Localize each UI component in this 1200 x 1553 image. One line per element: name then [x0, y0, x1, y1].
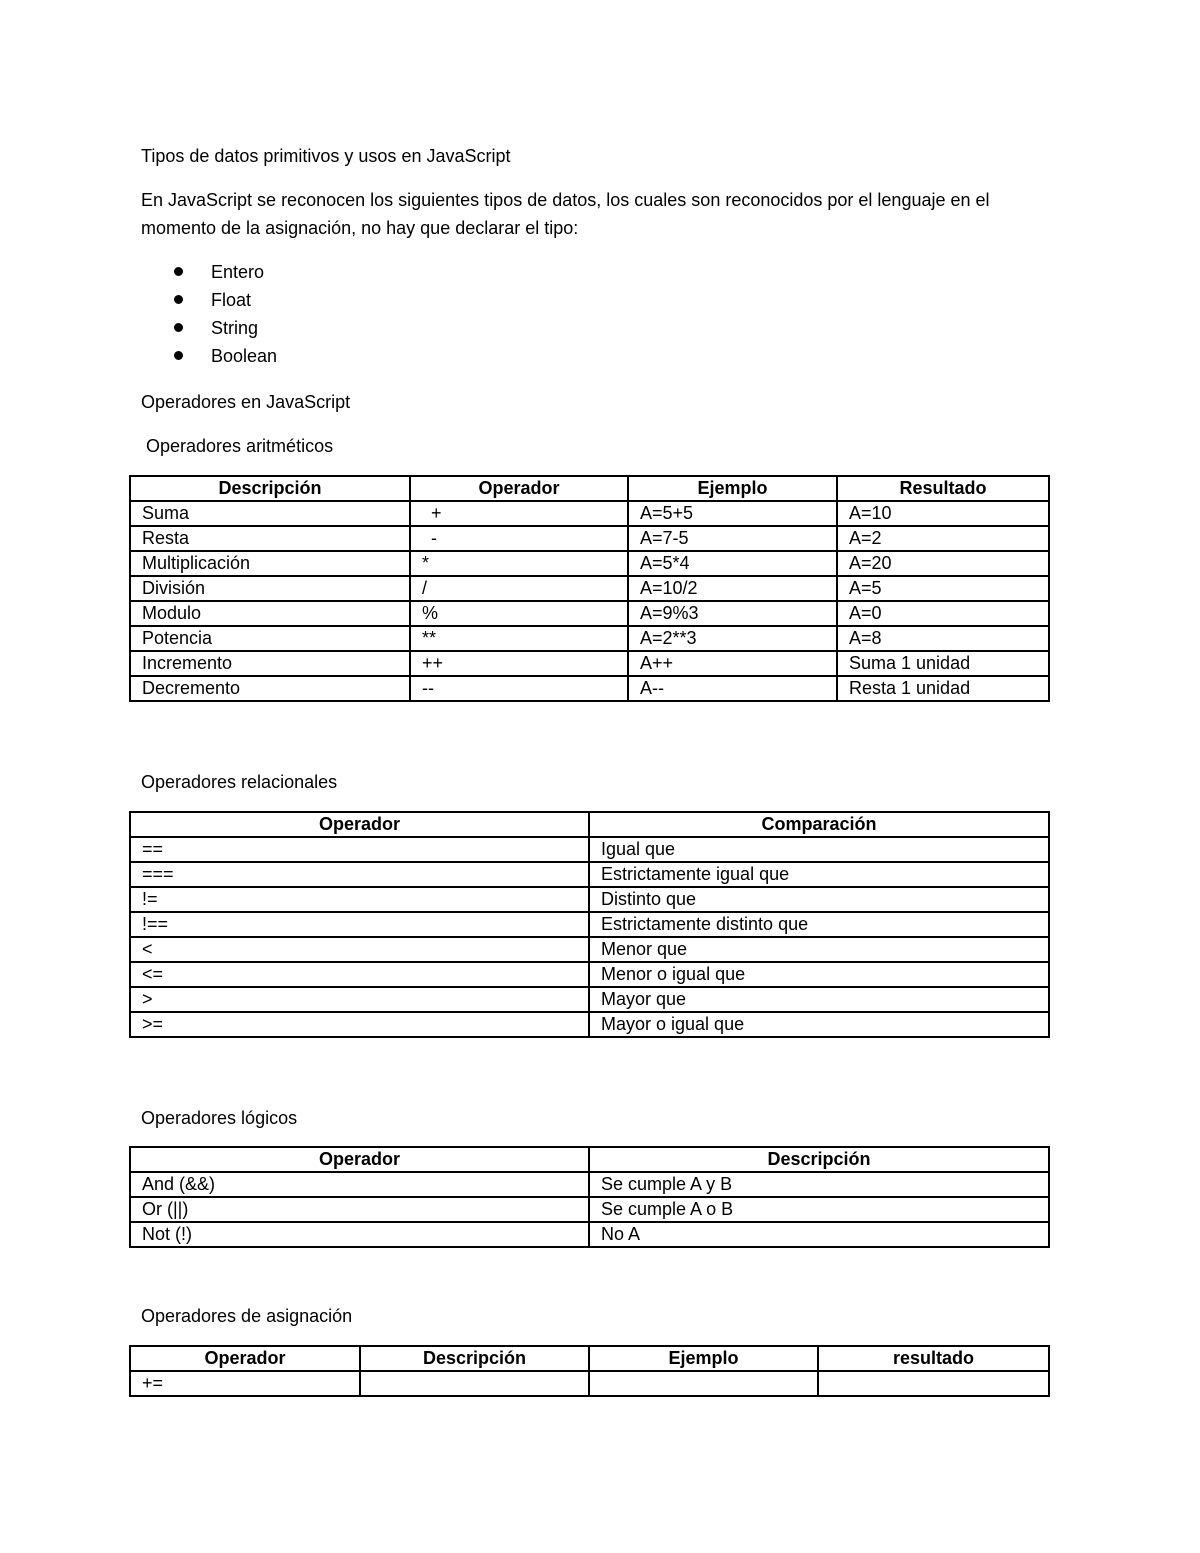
- column-header: Resultado: [837, 476, 1049, 501]
- table-cell: >=: [130, 1012, 589, 1037]
- table-cell: Se cumple A o B: [589, 1197, 1049, 1222]
- table-cell: Mayor o igual que: [589, 1012, 1049, 1037]
- table-cell: -: [410, 526, 628, 551]
- table-cell: %: [410, 601, 628, 626]
- arithmetic-heading: Operadores aritméticos: [146, 436, 334, 456]
- table-cell: <=: [130, 962, 589, 987]
- table-cell: Menor o igual que: [589, 962, 1049, 987]
- list-item: Boolean: [141, 342, 277, 370]
- logical-operators-table: [129, 1146, 1050, 1248]
- table-cell: !=: [130, 887, 589, 912]
- table-row: [130, 837, 1049, 862]
- table-cell: Decremento: [130, 676, 410, 701]
- table-cell: A=2**3: [628, 626, 837, 651]
- table-cell: A=0: [837, 601, 1049, 626]
- table-cell: [589, 1371, 818, 1396]
- table-row: [130, 1172, 1049, 1197]
- table-cell: No A: [589, 1222, 1049, 1247]
- table-cell: Resta 1 unidad: [837, 676, 1049, 701]
- bullet-icon: [174, 351, 183, 360]
- column-header: Descripción: [360, 1346, 589, 1371]
- table-header-row: [130, 476, 1049, 501]
- table-cell: **: [410, 626, 628, 651]
- table-cell: Multiplicación: [130, 551, 410, 576]
- table-cell: Estrictamente igual que: [589, 862, 1049, 887]
- table-cell: +=: [130, 1371, 360, 1396]
- table-cell: A++: [628, 651, 837, 676]
- table-row: [130, 912, 1049, 937]
- column-header: Operador: [410, 476, 628, 501]
- intro-paragraph: En JavaScript se reconocen los siguientes tipos de datos, los cuales son reconocidos por el lenguaje en el momento de la asignación, no hay que declarar el tipo:: [141, 190, 990, 238]
- assignment-operators-table: [129, 1345, 1050, 1397]
- table-cell: ==: [130, 837, 589, 862]
- table-row: [130, 651, 1049, 676]
- list-item: String: [141, 314, 277, 342]
- bullet-icon: [174, 323, 183, 332]
- column-header: resultado: [818, 1346, 1049, 1371]
- table-cell: Or (||): [130, 1197, 589, 1222]
- table-cell: Igual que: [589, 837, 1049, 862]
- table-row: [130, 862, 1049, 887]
- data-types-list: [141, 258, 277, 370]
- table-cell: A=5: [837, 576, 1049, 601]
- table-cell: Mayor que: [589, 987, 1049, 1012]
- table-cell: Modulo: [130, 601, 410, 626]
- table-row: [130, 937, 1049, 962]
- table-cell: ===: [130, 862, 589, 887]
- arithmetic-operators-table: [129, 475, 1050, 702]
- table-cell: [818, 1371, 1049, 1396]
- table-cell: Resta: [130, 526, 410, 551]
- table-cell: ++: [410, 651, 628, 676]
- table-cell: A=10: [837, 501, 1049, 526]
- table-cell: <: [130, 937, 589, 962]
- table-row: [130, 887, 1049, 912]
- logical-heading: Operadores lógicos: [141, 1108, 298, 1128]
- table-cell: A=8: [837, 626, 1049, 651]
- relational-operators-table: [129, 811, 1050, 1038]
- table-cell: A=2: [837, 526, 1049, 551]
- table-cell: Distinto que: [589, 887, 1049, 912]
- bullet-icon: [174, 267, 183, 276]
- table-row: [130, 1222, 1049, 1247]
- table-row: [130, 501, 1049, 526]
- table-cell: Potencia: [130, 626, 410, 651]
- table-cell: /: [410, 576, 628, 601]
- table-row: [130, 526, 1049, 551]
- table-cell: Not (!): [130, 1222, 589, 1247]
- table-cell: *: [410, 551, 628, 576]
- table-row: [130, 626, 1049, 651]
- table-row: [130, 576, 1049, 601]
- column-header: Descripción: [589, 1147, 1049, 1172]
- table-cell: And (&&): [130, 1172, 589, 1197]
- column-header: Operador: [130, 1346, 360, 1371]
- table-row: [130, 987, 1049, 1012]
- column-header: Descripción: [130, 476, 410, 501]
- table-cell: !==: [130, 912, 589, 937]
- table-row: [130, 676, 1049, 701]
- table-cell: A--: [628, 676, 837, 701]
- table-cell: [360, 1371, 589, 1396]
- table-row: [130, 551, 1049, 576]
- list-item: Entero: [141, 258, 277, 286]
- table-cell: A=5*4: [628, 551, 837, 576]
- table-cell: A=10/2: [628, 576, 837, 601]
- relational-heading: Operadores relacionales: [141, 772, 338, 792]
- table-cell: A=7-5: [628, 526, 837, 551]
- table-cell: División: [130, 576, 410, 601]
- column-header: Operador: [130, 1147, 589, 1172]
- table-cell: Se cumple A y B: [589, 1172, 1049, 1197]
- table-cell: --: [410, 676, 628, 701]
- bullet-icon: [174, 295, 183, 304]
- list-item: Float: [141, 286, 277, 314]
- table-cell: >: [130, 987, 589, 1012]
- table-cell: Suma: [130, 501, 410, 526]
- table-cell: A=5+5: [628, 501, 837, 526]
- table-cell: +: [410, 501, 628, 526]
- table-row: [130, 601, 1049, 626]
- document-title: Tipos de datos primitivos y usos en JavaScript: [141, 146, 511, 166]
- column-header: Ejemplo: [628, 476, 837, 501]
- table-cell: Menor que: [589, 937, 1049, 962]
- table-cell: Incremento: [130, 651, 410, 676]
- table-row: [130, 1012, 1049, 1037]
- column-header: Comparación: [589, 812, 1049, 837]
- table-row: [130, 1371, 1049, 1396]
- table-cell: A=9%3: [628, 601, 837, 626]
- table-cell: Estrictamente distinto que: [589, 912, 1049, 937]
- table-header-row: [130, 1346, 1049, 1371]
- table-header-row: [130, 1147, 1049, 1172]
- column-header: Ejemplo: [589, 1346, 818, 1371]
- operators-heading: Operadores en JavaScript: [141, 392, 351, 412]
- column-header: Operador: [130, 812, 589, 837]
- table-cell: A=20: [837, 551, 1049, 576]
- table-row: [130, 962, 1049, 987]
- table-header-row: [130, 812, 1049, 837]
- table-row: [130, 1197, 1049, 1222]
- assignment-heading: Operadores de asignación: [141, 1306, 353, 1326]
- table-cell: Suma 1 unidad: [837, 651, 1049, 676]
